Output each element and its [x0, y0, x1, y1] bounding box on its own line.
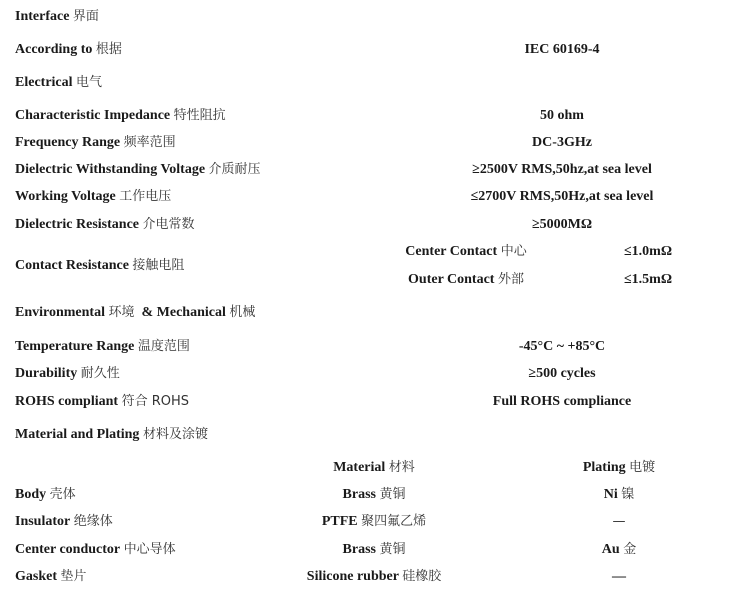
frequency-row — [0, 129, 750, 156]
frequency-label: Frequency Range 频率范围 — [15, 135, 176, 150]
material-column-header: Material 材料 — [333, 460, 415, 475]
frequency-value: DC-3GHz — [532, 135, 592, 150]
dwv-label: Dielectric Withstanding Voltage 介质耐压 — [15, 162, 261, 177]
contact-resistance-label: Contact Resistance 接触电阻 — [15, 258, 185, 273]
according-label: According to 根据 — [15, 42, 122, 57]
outer-contact-value: ≤1.5mΩ — [623, 272, 673, 287]
part-plating: — — [612, 514, 626, 529]
part-name: Gasket 垫片 — [15, 569, 87, 584]
table-row — [0, 536, 750, 563]
part-material: PTFE 聚四氟乙烯 — [321, 514, 427, 529]
part-material: Silicone rubber 硅橡胶 — [306, 569, 442, 584]
material-plating-label: Material and Plating 材料及涂镀 — [15, 427, 208, 442]
center-contact-value: ≤1.0mΩ — [623, 244, 673, 259]
dielectric-resistance-row — [0, 211, 750, 238]
part-material: Brass 黄铜 — [342, 542, 406, 557]
outer-contact-row — [0, 266, 750, 293]
rohs-row — [0, 388, 750, 415]
part-plating: — — [612, 569, 626, 584]
rohs-label: ROHS compliant 符合 ROHS — [15, 394, 190, 409]
part-name: Insulator 绝缘体 — [15, 514, 113, 529]
part-name: Center conductor 中心导体 — [15, 542, 176, 557]
dwv-value: ≥2500V RMS,50hz,at sea level — [472, 162, 652, 177]
table-row — [0, 563, 750, 590]
temperature-value: -45°C ~ +85°C — [518, 339, 606, 354]
center-contact-label: Center Contact 中心 — [405, 244, 527, 259]
durability-label: Durability 耐久性 — [15, 366, 120, 381]
outer-contact-label: Outer Contact 外部 — [408, 272, 524, 287]
table-row — [0, 481, 750, 508]
impedance-value: 50 ohm — [540, 108, 584, 123]
according-value: IEC 60169-4 — [524, 42, 600, 57]
rohs-value: Full ROHS compliance — [492, 394, 632, 409]
interface-label: Interface 界面 — [15, 9, 99, 24]
impedance-label: Characteristic Impedance 特性阻抗 — [15, 108, 226, 123]
temperature-label: Temperature Range 温度范围 — [15, 339, 190, 354]
material-header-row — [0, 454, 750, 481]
working-voltage-value: ≤2700V RMS,50Hz,at sea level — [470, 189, 654, 204]
according-row — [0, 36, 750, 63]
working-voltage-label: Working Voltage 工作电压 — [15, 189, 172, 204]
durability-row — [0, 360, 750, 387]
environmental-row — [0, 299, 750, 326]
plating-column-header: Plating 电镀 — [582, 460, 656, 475]
part-name: Body 壳体 — [15, 487, 76, 502]
material-plating-row — [0, 421, 750, 448]
part-material: Brass 黄铜 — [342, 487, 406, 502]
working-voltage-row — [0, 183, 750, 210]
part-plating: Ni 镍 — [603, 487, 635, 502]
interface-row — [0, 3, 750, 30]
dielectric-resistance-value: ≥5000MΩ — [531, 217, 593, 232]
impedance-row — [0, 102, 750, 129]
part-plating: Au 金 — [601, 542, 637, 557]
dielectric-resistance-label: Dielectric Resistance 介电常数 — [15, 217, 195, 232]
table-row — [0, 508, 750, 535]
environmental-label: Environmental 环境 & Mechanical 机械 — [15, 305, 256, 320]
electrical-row — [0, 69, 750, 96]
electrical-label: Electrical 电气 — [15, 75, 103, 90]
durability-value: ≥500 cycles — [528, 366, 596, 381]
dwv-row — [0, 156, 750, 183]
temperature-row — [0, 333, 750, 360]
